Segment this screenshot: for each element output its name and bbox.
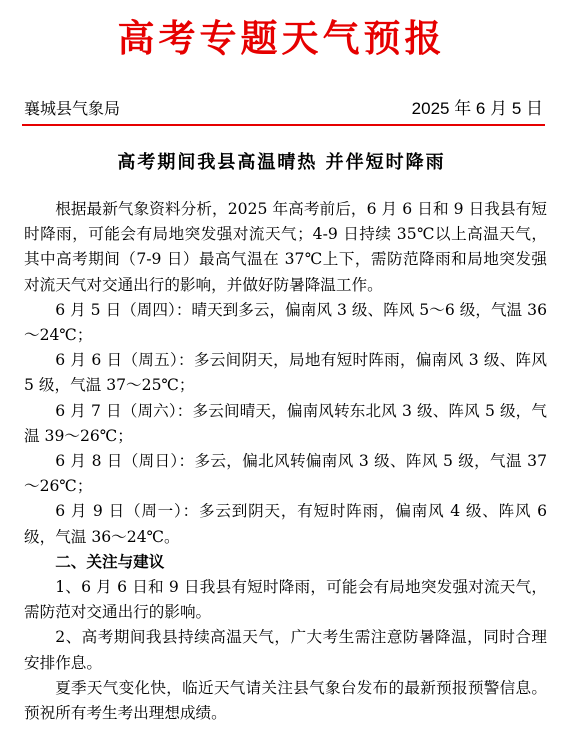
forecast-line: 6 月 9 日（周一）：多云到阴天，有短时阵雨，偏南风 4 级、阵风 6 级，气温 36～24℃。	[24, 502, 547, 546]
issuer-name: 襄城县气象局	[24, 99, 121, 118]
forecast-line: 6 月 5 日（周四）：晴天到多云，偏南风 3 级、阵风 5～6 级，气温 36～24℃；	[24, 300, 547, 345]
closing-paragraph: 夏季天气变化快，临近天气请关注县气象台发布的最新预报预警信息。预祝所有考生考出理想成绩。	[24, 678, 547, 723]
issue-date: 2025 年 6 月 5 日	[411, 99, 543, 118]
advice-paragraph: 1、6 月 6 日和 9 日我县有短时降雨，可能会有局地突发强对流天气，需防范对交通出行的影响。	[24, 578, 547, 622]
section-heading: 二、关注与建议	[55, 552, 165, 571]
forecast-line: 6 月 7 日（周六）：多云间晴天，偏南风转东北风 3 级、阵风 5 级，气温 39～26℃；	[24, 401, 547, 445]
intro-paragraph: 根据最新气象资料分析，2025 年高考前后，6 月 6 日和 9 日我县有短时降雨，可能会有局地突发强对流天气；4-9 日持续 35℃以上高温天气，其中高考期间（7-9 日）最高气温在 37℃上下，需防范降雨和局地突发强对流天气对交通出行的影响，并做好防暑降温工作。	[24, 200, 547, 294]
forecast-line: 6 月 6 日（周五）：多云间阴天，局地有短时阵雨，偏南风 3 级、阵风 5 级，气温 37～25℃；	[24, 351, 547, 395]
header-divider	[22, 124, 545, 126]
bulletin-header-title: 高考专题天气预报	[117, 16, 446, 60]
forecast-line: 6 月 8 日（周日）：多云，偏北风转偏南风 3 级、阵风 5 级，气温 37～26℃；	[24, 452, 547, 496]
document-title: 高考期间我县高温晴热 并伴短时降雨	[117, 152, 446, 173]
advice-paragraph: 2、高考期间我县持续高温天气，广大考生需注意防暑降温，同时合理安排作息。	[24, 628, 547, 672]
meta-row	[24, 98, 543, 120]
document-body	[24, 197, 547, 726]
